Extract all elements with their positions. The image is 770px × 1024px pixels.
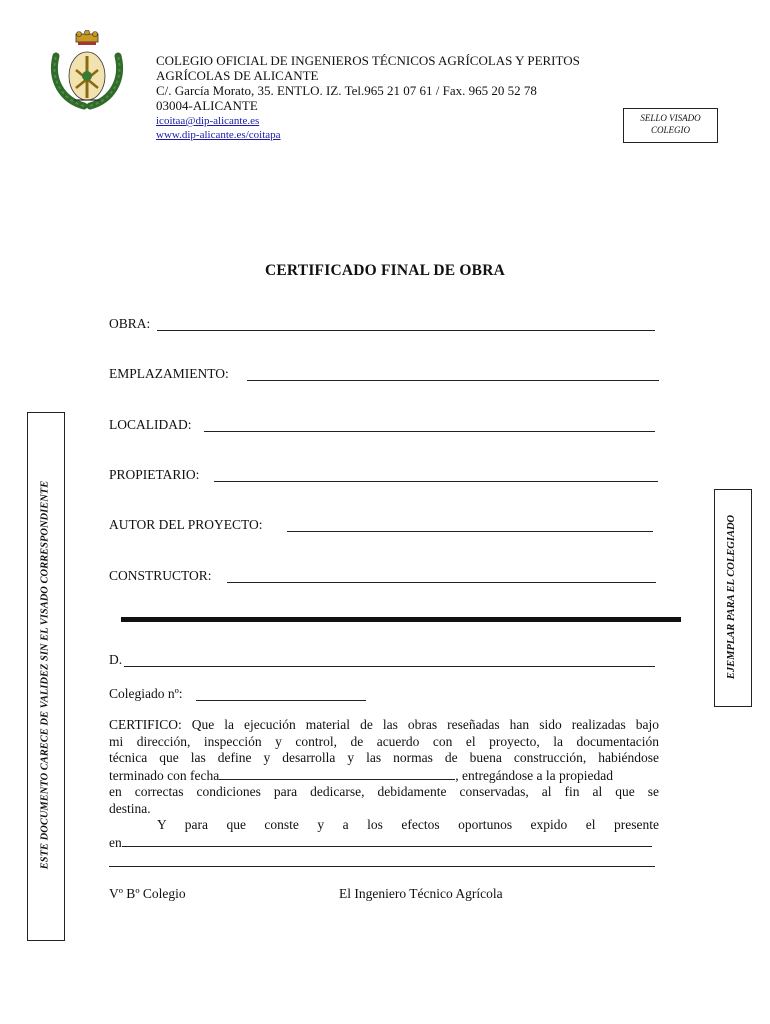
- certifico-paragraph: [109, 717, 659, 851]
- stamp-line2: COLEGIO: [650, 125, 690, 135]
- org-website-link[interactable]: www.dip-alicante.es/coitapa: [156, 129, 281, 141]
- propietario-label: PROPIETARIO:: [109, 467, 200, 482]
- localidad-input-line[interactable]: [204, 431, 655, 432]
- stamp-box: [623, 108, 718, 143]
- certifico-line4a: terminado con fecha: [109, 767, 220, 783]
- propietario-input-line[interactable]: [214, 481, 658, 482]
- certifico-line8: en: [109, 834, 122, 850]
- en-input-line[interactable]: [122, 834, 652, 847]
- d-label: D.: [109, 652, 123, 667]
- colegiado-label: Colegiado nº:: [109, 686, 183, 701]
- college-crest-logo: [44, 30, 130, 112]
- certifico-line5: en correctas condiciones para dedicarse, debidamente conservadas, al fin al que se: [109, 784, 659, 799]
- org-postal: 03004-ALICANTE: [156, 98, 258, 113]
- colegiado-input-line[interactable]: [196, 700, 366, 701]
- d-input-line[interactable]: [124, 666, 655, 667]
- certifico-line4b: , entregándose a la propiedad: [455, 767, 614, 783]
- certifico-line7: Y para que conste y a los efectos oportunos expido el presente: [157, 817, 659, 832]
- autor-label: AUTOR DEL PROYECTO:: [109, 517, 263, 532]
- validity-notice-text: ESTE DOCUMENTO CARECE DE VALIDEZ SIN EL VISADO CORRESPONDIENTE: [39, 480, 51, 870]
- certifico-line3: técnica que las define y desarrolla y las normas de buena construcción, habiéndose: [109, 750, 659, 765]
- org-name-line1: COLEGIO OFICIAL DE INGENIEROS TÉCNICOS AGRÍCOLAS Y PERITOS: [156, 53, 580, 68]
- copy-notice-text: EJEMPLAR PARA EL COLEGIADO: [726, 514, 737, 680]
- obra-input-line[interactable]: [157, 330, 655, 331]
- constructor-input-line[interactable]: [227, 582, 656, 583]
- emplazamiento-input-line[interactable]: [247, 380, 659, 381]
- org-name-line2: AGRÍCOLAS DE ALICANTE: [156, 68, 319, 83]
- section-divider: [121, 617, 681, 622]
- extra-input-line[interactable]: [109, 866, 655, 867]
- certifico-line6: destina.: [109, 800, 151, 816]
- constructor-label: CONSTRUCTOR:: [109, 568, 212, 583]
- stamp-line1: SELLO VISADO: [640, 113, 701, 123]
- certifico-line2: mi dirección, inspección y control, de acuerdo con el proyecto, la documentación: [109, 733, 659, 749]
- signature-ingeniero: El Ingeniero Técnico Agrícola: [339, 886, 503, 901]
- document-title: CERTIFICADO FINAL DE OBRA: [265, 262, 505, 279]
- org-address: C/. García Morato, 35. ENTLO. IZ. Tel.965 21 07 61 / Fax. 965 20 52 78: [156, 83, 537, 98]
- obra-label: OBRA:: [109, 316, 151, 331]
- signature-colegio: Vº Bº Colegio: [109, 886, 186, 901]
- autor-input-line[interactable]: [287, 531, 653, 532]
- fecha-input-line[interactable]: [219, 767, 455, 780]
- localidad-label: LOCALIDAD:: [109, 417, 192, 432]
- emplazamiento-label: EMPLAZAMIENTO:: [109, 366, 229, 381]
- org-email-link[interactable]: icoitaa@dip-alicante.es: [156, 115, 260, 127]
- certifico-line1: CERTIFICO: Que la ejecución material de las obras reseñadas han sido realizadas bajo: [109, 717, 659, 732]
